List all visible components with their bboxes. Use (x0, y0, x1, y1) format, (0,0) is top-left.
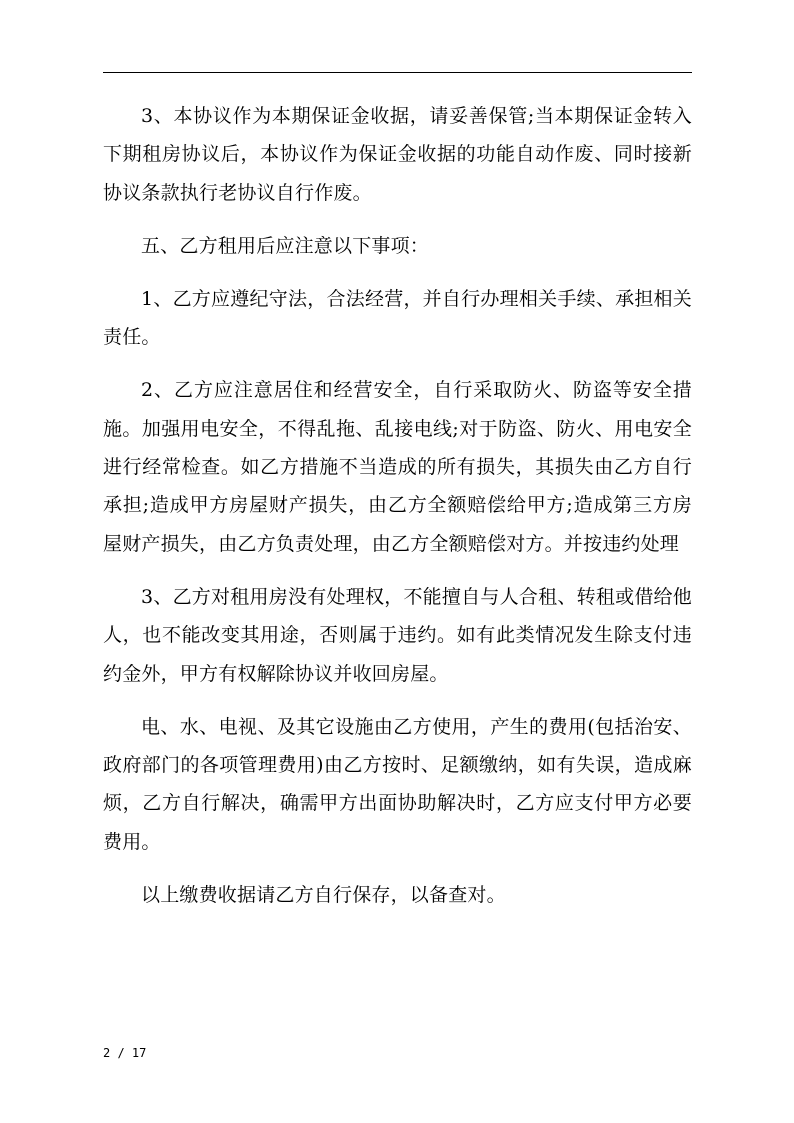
header-rule (103, 72, 692, 73)
paragraph-deposit-receipt: 3、本协议作为本期保证金收据，请妥善保管;当本期保证金转入下期租房协议后，本协议作为保证金收据的功能自动作废、同时接新协议条款执行老协议自行作废。 (103, 105, 692, 204)
page-number: 2 / 17 (103, 1046, 147, 1060)
paragraph-no-sublease: 3、乙方对租用房没有处理权，不能擅自与人合租、转租或借给他人，也不能改变其用途，否则属于违约。如有此类情况发生除支付违约金外，甲方有权解除协议并收回房屋。 (103, 585, 692, 685)
section-heading-tenant-notes: 五、乙方租用后应注意以下事项： (141, 234, 430, 257)
document-body (103, 97, 692, 929)
paragraph-legal-operation: 1、乙方应遵纪守法，合法经营，并自行办理相关手续、承担相关责任。 (103, 287, 692, 349)
paragraph-utilities-fees: 电、水、电视、及其它设施由乙方使用，产生的费用(包括治安、政府部门的各项管理费用)由乙方按时、足额缴纳，如有失误，造成麻烦，乙方自行解决，确需甲方出面协助解决时，乙方应支付甲方必要费用。 (103, 715, 692, 853)
paragraph-keep-receipts: 以上缴费收据请乙方自行保存，以备查对。 (141, 883, 506, 906)
paragraph-safety-responsibility: 2、乙方应注意居住和经营安全，自行采取防火、防盗等安全措施。加强用电安全，不得乱拖、乱接电线;对于防盗、防火、用电安全进行经常检查。如乙方措施不当造成的所有损失，其损失由乙方自行承担;造成甲方房屋财产损失，由乙方全额赔偿给甲方;造成第三方房屋财产损失，由乙方负责处理，由乙方全额赔偿对方。并按违约处理 (103, 379, 692, 555)
